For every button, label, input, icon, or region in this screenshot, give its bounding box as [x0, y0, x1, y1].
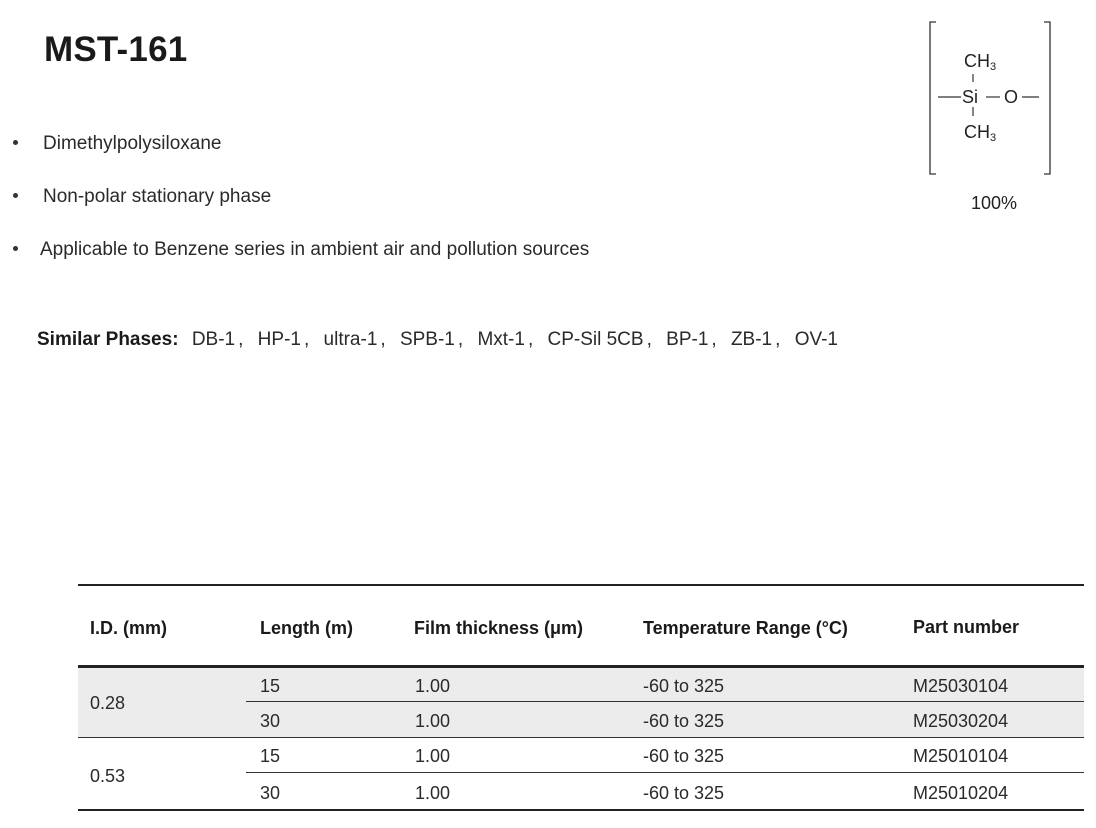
feature-item: Applicable to Benzene series in ambient air and pollution sources — [40, 239, 590, 260]
phase-item: Mxt-1 — [477, 329, 525, 350]
header-temp: Temperature Range (°C) — [643, 618, 848, 638]
table-bottom-rule — [78, 809, 1084, 811]
bullet-dot — [13, 140, 18, 145]
cell-part: M25010204 — [913, 783, 1009, 803]
phase-item: CP-Sil 5CB — [547, 329, 644, 350]
phase-item: HP-1 — [257, 329, 301, 350]
cell-length: 15 — [260, 746, 281, 766]
structure-brackets — [928, 20, 1052, 178]
cell-length: 15 — [260, 676, 281, 696]
phase-item: DB-1 — [191, 329, 236, 350]
table-top-rule — [78, 584, 1084, 586]
chemical-structure — [928, 20, 1052, 178]
methyl-bottom: $CH_3$ — [964, 122, 997, 144]
composition-percent: 100% — [971, 193, 1018, 213]
cell-temp: -60 to 325 — [643, 711, 725, 731]
phase-item: ZB-1 — [730, 329, 773, 350]
page-title: MST-161 — [44, 30, 188, 69]
row-divider — [246, 701, 1084, 702]
row-divider — [246, 772, 1084, 773]
phase-item: BP-1 — [666, 329, 709, 350]
phase-item: ultra-1 — [323, 329, 378, 350]
bullet-dot — [13, 246, 18, 251]
bullet-dot — [13, 193, 18, 198]
cell-id: 0.53 — [90, 766, 126, 786]
similar-phases: Similar Phases: DB-1 , HP-1 , ultra-1 , SPB-1 , Mxt-1 , CP-Sil 5CB , BP-1 , ZB-1 , OV-1 — [37, 329, 839, 350]
cell-part: M25030104 — [913, 676, 1009, 696]
group-divider — [78, 737, 1084, 738]
cell-part: M25010104 — [913, 746, 1009, 766]
feature-item: Non-polar stationary phase — [43, 186, 272, 207]
header-part: Part number — [913, 617, 1020, 637]
cell-length: 30 — [260, 783, 281, 803]
similar-phases-label: Similar Phases: — [37, 329, 179, 350]
cell-temp: -60 to 325 — [643, 676, 725, 696]
cell-film: 1.00 — [415, 711, 451, 731]
cell-film: 1.00 — [415, 676, 451, 696]
silicon-atom: Si — [962, 87, 979, 107]
cell-part: M25030204 — [913, 711, 1009, 731]
cell-film: 1.00 — [415, 746, 451, 766]
cell-film: 1.00 — [415, 783, 451, 803]
cell-id: 0.28 — [90, 693, 126, 713]
cell-temp: -60 to 325 — [643, 746, 725, 766]
oxygen-atom: O — [1004, 87, 1019, 107]
header-id: I.D. (mm) — [90, 618, 168, 638]
cell-temp: -60 to 325 — [643, 783, 725, 803]
phase-item: SPB-1 — [399, 329, 455, 350]
header-film: Film thickness (μm) — [414, 618, 584, 638]
phase-item: OV-1 — [794, 329, 839, 350]
feature-item: Dimethylpolysiloxane — [43, 133, 222, 154]
header-length: Length (m) — [260, 618, 353, 638]
methyl-top: $CH_3$ — [964, 51, 997, 73]
cell-length: 30 — [260, 711, 281, 731]
